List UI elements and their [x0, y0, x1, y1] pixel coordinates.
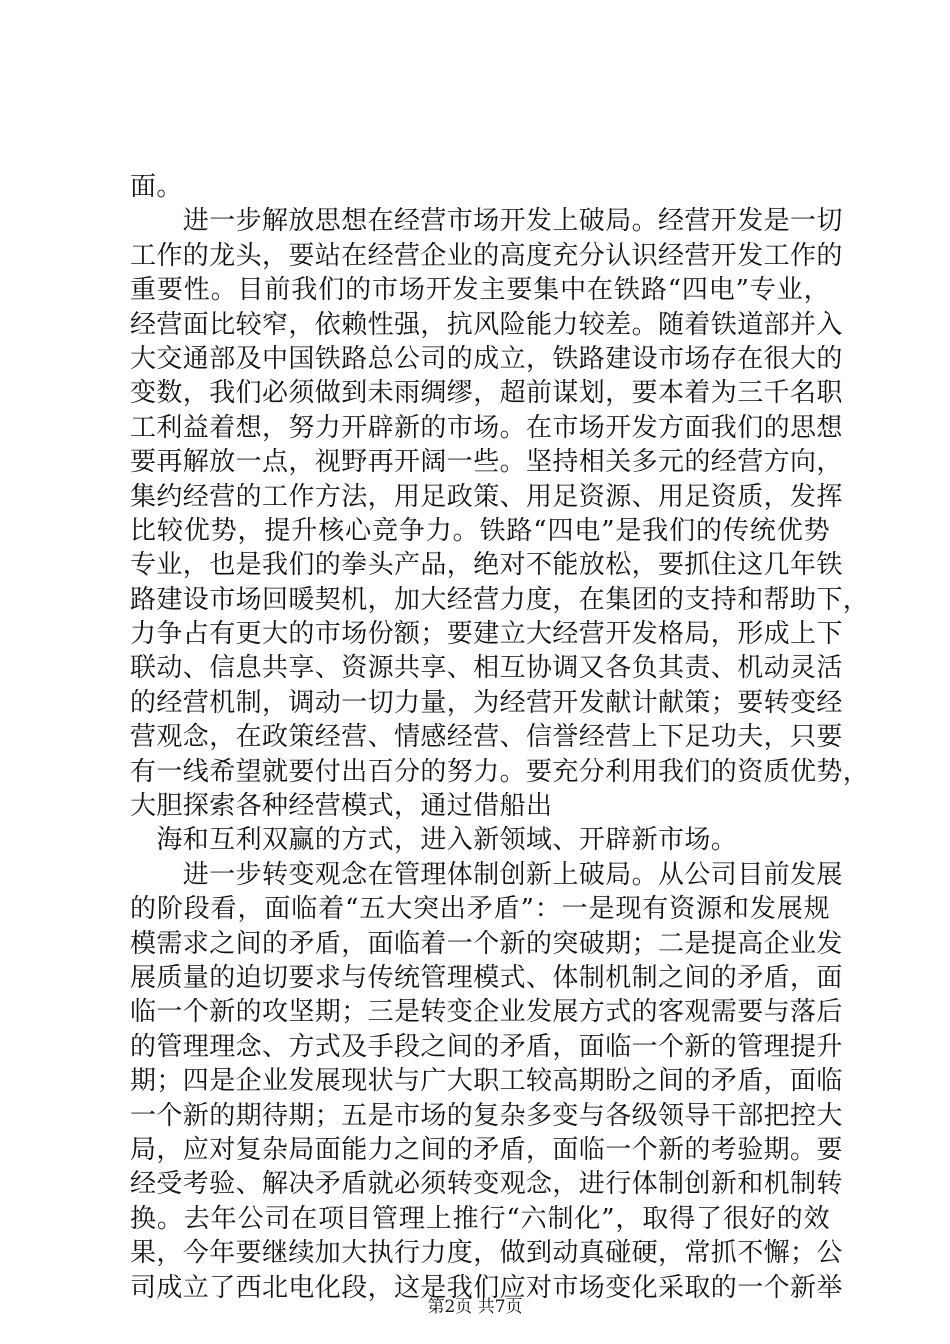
text-line: 进一步转变观念在管理体制创新上破局。从公司目前发展: [130, 859, 843, 890]
text-line: 要再解放一点，视野再开阔一些。坚持相关多元的经营方向，: [130, 447, 843, 478]
text-line: 司成立了西北电化段，这是我们应对市场变化采取的一个新举: [130, 1272, 843, 1303]
text-line: 大胆探索各种经营模式，通过借船出: [130, 791, 553, 822]
text-line: 模需求之间的矛盾，面临着一个新的突破期；二是提高企业发: [130, 928, 843, 959]
text-line: 路建设市场回暖契机，加大经营力度，在集团的支持和帮助下，: [130, 584, 870, 615]
text-line: 临一个新的攻坚期；三是转变企业发展方式的客观需要与落后: [130, 997, 843, 1028]
text-line: 工利益着想，努力开辟新的市场。在市场开发方面我们的思想: [130, 412, 843, 443]
text-line: 营观念，在政策经营、情感经营、信誉经营上下足功夫，只要: [130, 722, 843, 753]
text-line: 力争占有更大的市场份额；要建立大经营开发格局，形成上下: [130, 619, 843, 650]
text-line: 工作的龙头，要站在经营企业的高度充分认识经营开发工作的: [130, 240, 843, 271]
text-line: 局，应对复杂局面能力之间的矛盾，面临一个新的考验期。要: [130, 1134, 843, 1165]
text-line: 专业，也是我们的拳头产品，绝对不能放松，要抓住这几年铁: [130, 550, 843, 581]
text-line: 果，今年要继续加大执行力度，做到动真碰硬，常抓不懈；公: [130, 1238, 843, 1269]
text-line: 进一步解放思想在经营市场开发上破局。经营开发是一切: [130, 206, 843, 237]
page-footer: 第2页 共7页: [427, 1297, 523, 1317]
text-line: 大交通部及中国铁路总公司的成立，铁路建设市场存在很大的: [130, 343, 843, 374]
body-text: [130, 170, 870, 1305]
text-line: 有一线希望就要付出百分的努力。要充分利用我们的资质优势，: [130, 756, 870, 787]
text-line: 联动、信息共享、资源共享、相互协调又各负其责、机动灵活: [130, 653, 843, 684]
text-line: 变数，我们必须做到未雨绸缪，超前谋划，要本着为三千名职: [130, 378, 843, 409]
text-line: 的经营机制，调动一切力量，为经营开发献计献策；要转变经: [130, 687, 843, 718]
text-line: 展质量的迫切要求与传统管理模式、体制机制之间的矛盾，面: [130, 962, 843, 993]
text-line: 海和互利双赢的方式，进入新领域、开辟新市场。: [130, 825, 738, 856]
text-line: 的阶段看，面临着“五大突出矛盾”：一是现有资源和发展规: [130, 894, 830, 925]
text-line: 面。: [130, 172, 183, 202]
text-line: 重要性。目前我们的市场开发主要集中在铁路“四电”专业，: [130, 275, 830, 306]
text-line: 经营面比较窄，依赖性强，抗风险能力较差。随着铁道部并入: [130, 309, 843, 340]
text-line: 的管理理念、方式及手段之间的矛盾，面临一个新的管理提升: [130, 1031, 843, 1062]
text-line: 一个新的期待期；五是市场的复杂多变与各级领导干部把控大: [130, 1100, 843, 1131]
text-line: 经受考验、解决矛盾就必须转变观念，进行体制创新和机制转: [130, 1169, 843, 1200]
text-line: 换。去年公司在项目管理上推行“六制化”，取得了很好的效: [130, 1203, 830, 1234]
text-line: 期；四是企业发展现状与广大职工较高期盼之间的矛盾，面临: [130, 1066, 843, 1097]
text-line: 比较优势，提升核心竞争力。铁路“四电”是我们的传统优势: [130, 515, 830, 546]
text-line: 集约经营的工作方法，用足政策、用足资源、用足资质，发挥: [130, 481, 843, 512]
